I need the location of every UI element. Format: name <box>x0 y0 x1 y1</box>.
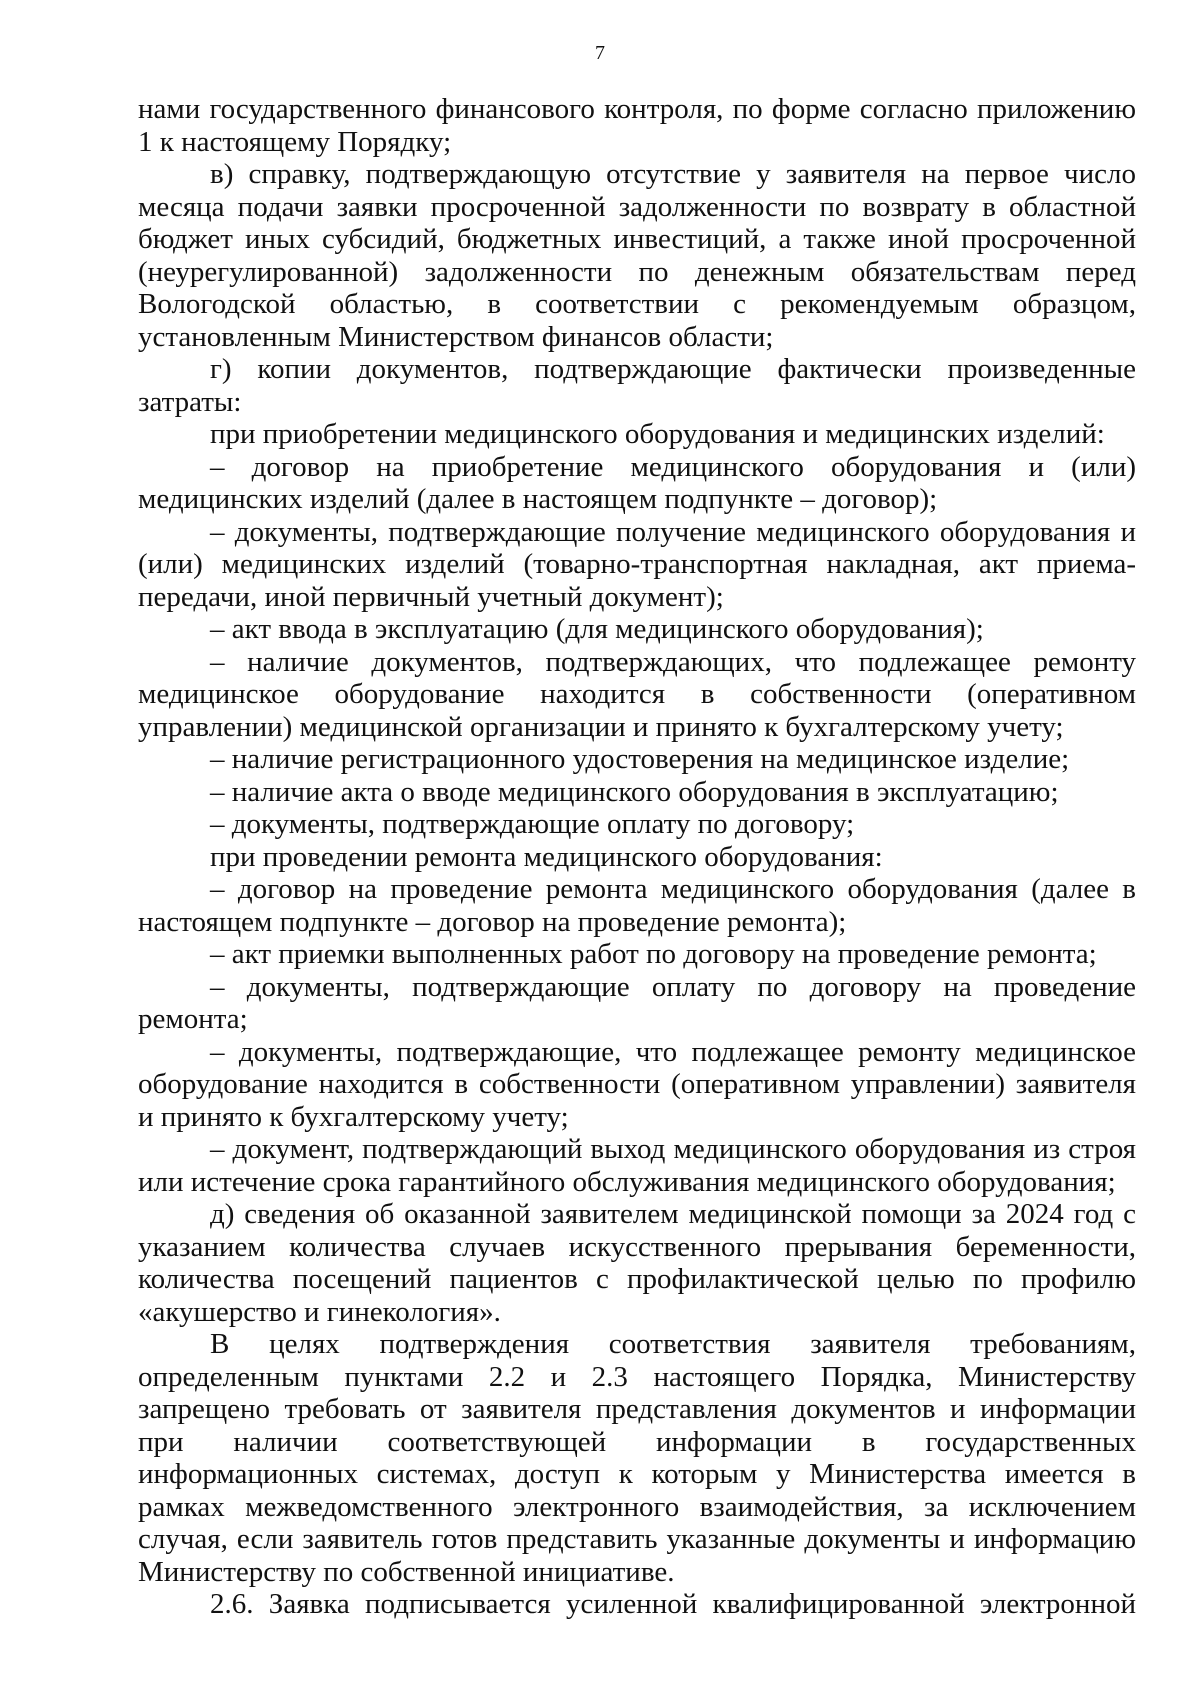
paragraph: 2.6. Заявка подписывается усиленной квалифицированной электронной <box>210 1588 1136 1620</box>
paragraph: при проведении ремонта медицинского оборудования: <box>210 840 883 873</box>
paragraph: – документы, подтверждающие оплату по договору на проведение ремонта; <box>138 970 1136 1035</box>
paragraph: – документы, подтверждающие оплату по договору; <box>210 808 855 840</box>
paragraph: – документ, подтверждающий выход медицинского оборудования из строя или истечение срока гарантийного обслуживания медицинского оборудования; <box>138 1133 1136 1198</box>
page-number: 7 <box>595 42 605 64</box>
paragraph: – наличие акта о вводе медицинского оборудования в эксплуатацию; <box>210 775 1059 808</box>
paragraph: – договор на проведение ремонта медицинского оборудования (далее в настоящем подпункте – договор на проведение ремонта); <box>138 873 1136 938</box>
paragraph: д) сведения об оказанной заявителем медицинской помощи за 2024 год с указанием количества случаев искусственного прерывания беременности, количества посещений пациентов с профилактической целью по профилю «акушерство и гинекология». <box>138 1198 1136 1328</box>
paragraph: г) копии документов, подтверждающие фактически произведенные затраты: <box>138 353 1136 418</box>
paragraph: В целях подтверждения соответствия заявителя требованиям, определенным пунктами 2.2 и 2.3 настоящего Порядка, Министерству запрещено требовать от заявителя представления документов и информации при наличии соответствующей информации в государственных информационных системах, доступ к которым у Министерства имеется в рамках межведомственного электронного взаимодействия, за исключением случая, если заявитель готов представить указанные документы и информацию Министерству по собственной инициативе. <box>138 1328 1136 1588</box>
paragraph: – договор на приобретение медицинского оборудования и (или) медицинских изделий (далее в настоящем подпункте – договор); <box>138 450 1136 515</box>
paragraph: – акт ввода в эксплуатацию (для медицинского оборудования); <box>210 613 984 645</box>
paragraph: в) справку, подтверждающую отсутствие у заявителя на первое число месяца подачи заявки просроченной задолженности по возврату в областной бюджет иных субсидий, бюджетных инвестиций, а также иной просроченной (неурегулированной) задолженности по денежным обязательствам перед Вологодской областью, в соответствии с рекомендуемым образцом, установленным Министерством финансов области; <box>138 158 1136 353</box>
paragraph: при приобретении медицинского оборудования и медицинских изделий: <box>210 418 1105 450</box>
paragraph: – документы, подтверждающие, что подлежащее ремонту медицинское оборудование находится в собственности (оперативном управлении) заявителя и принято к бухгалтерскому учету; <box>138 1035 1136 1133</box>
paragraph: нами государственного финансового контроля, по форме согласно приложению 1 к настоящему Порядку; <box>138 93 1136 158</box>
paragraph: – наличие документов, подтверждающих, что подлежащее ремонту медицинское оборудование находится в собственности (оперативном управлении) медицинской организации и принято к бухгалтерскому учету; <box>138 645 1136 743</box>
paragraph: – наличие регистрационного удостоверения на медицинское изделие; <box>210 743 1070 775</box>
document-body <box>138 93 1136 1621</box>
paragraph: – акт приемки выполненных работ по договору на проведение ремонта; <box>210 938 1097 970</box>
paragraph: – документы, подтверждающие получение медицинского оборудования и (или) медицинских изделий (товарно-транспортная накладная, акт приема-передачи, иной первичный учетный документ); <box>138 515 1136 613</box>
